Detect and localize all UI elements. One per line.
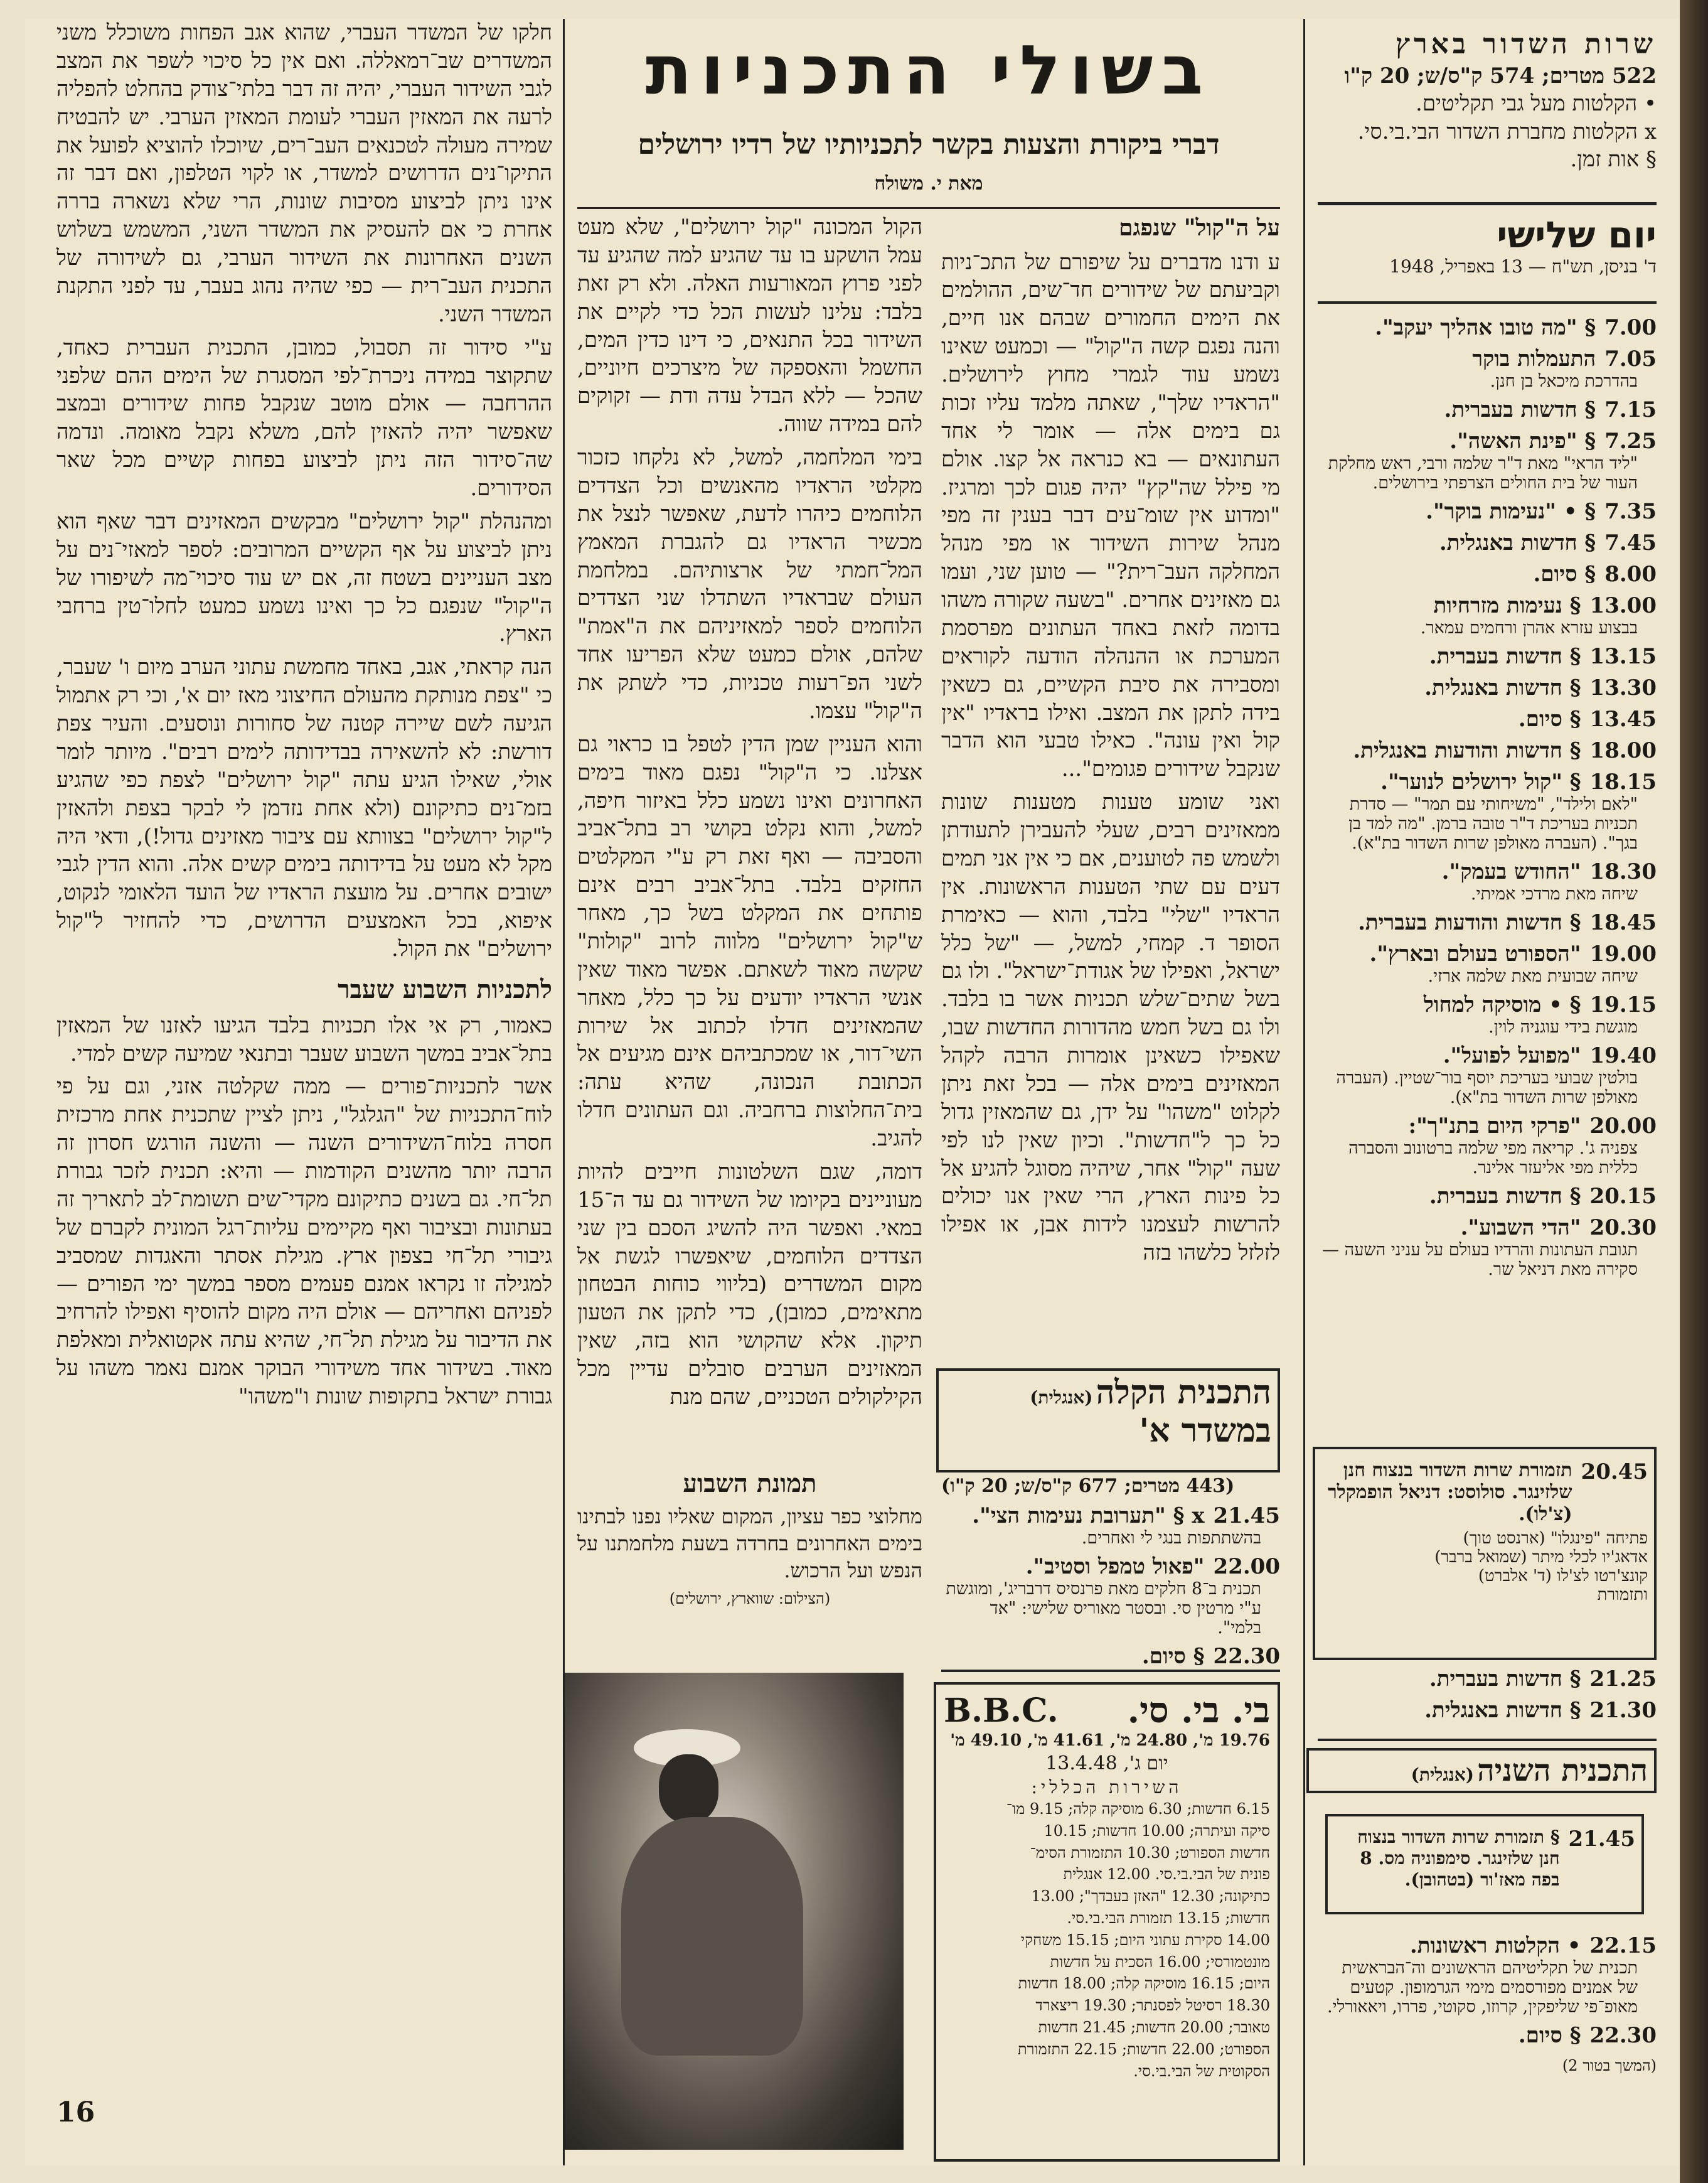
program-desc: בהשתתפות בנגי לי ואחרים. [1081, 1528, 1261, 1548]
light-program [941, 1475, 1280, 1669]
bbc-row: הסקוטית של הבי.בי.סי. [1133, 2062, 1270, 2080]
program-desc: מוגשת בידי עוגניה לוין. [1488, 1017, 1638, 1037]
program: § חדשות בעברית. [1444, 397, 1596, 422]
program: x § "תערובת נעימות הצי". [972, 1503, 1205, 1528]
bbc-row: חדשות; 13.15 תזמורת הבי.בי.סי. [1067, 1909, 1270, 1927]
program-desc: בבצוע עזרא אהרן ורחמים עמאר. [1420, 618, 1638, 638]
program: "פרקי היום בתנ"ך": [1408, 1113, 1581, 1139]
schedule-item [1318, 707, 1657, 732]
time: 18.00 [1589, 738, 1657, 763]
prev-week-title: לתכניות השבוע שעבר [338, 974, 552, 1004]
photo-caption: מחלוצי כפר עציון, המקום שאליו נפנו לבתינו בימים האחרונים בחרדה בשעת מלחמתנו על הנפש ועל הרכוש. [577, 1504, 922, 1583]
article-byline: מאת י. משולח [874, 173, 983, 195]
time: 19.40 [1589, 1043, 1657, 1068]
schedule-item [1318, 1215, 1657, 1240]
program: "החודש בעמק". [1441, 859, 1581, 884]
time: 7.05 [1604, 346, 1657, 372]
bbc-service: השירות הכללי: [1031, 1777, 1183, 1798]
station-name: שרות השדור בארץ [1396, 28, 1657, 60]
time: 7.15 [1604, 397, 1657, 422]
time: 7.25 [1604, 429, 1657, 454]
bbc-schedule [944, 1798, 1270, 2082]
program: § חדשות בעברית. [1429, 1666, 1581, 1692]
schedule-item [1318, 941, 1657, 967]
program: § חדשות באנגלית. [1439, 530, 1596, 555]
divider [1318, 202, 1657, 205]
symphony-box [1325, 1814, 1644, 1914]
binding-spine [1680, 0, 1708, 2183]
article-column-3 [941, 213, 1280, 1272]
second-program-header [1306, 1748, 1657, 1793]
bbc-day: יום ג', 13.4.48 [1045, 1752, 1168, 1774]
concert-line: ותזמורת [1597, 1585, 1648, 1604]
time: 8.00 [1604, 562, 1657, 587]
program: § "פינת האשה". [1449, 429, 1596, 454]
schedule-item [1318, 499, 1657, 524]
schedule-item [1318, 530, 1657, 555]
concert-line: אדאג'יו לכלי מיתר (שמואל ברבר) [1434, 1548, 1648, 1567]
time: 13.00 [1589, 593, 1657, 618]
bbc-row: כתיקונה; 12.30 "האזן בעבדך"; 13.00 [1031, 1887, 1270, 1906]
program: § "מה טובו אהליך יעקב". [1375, 315, 1596, 340]
article-column-1 [56, 19, 552, 1416]
time: 7.45 [1604, 530, 1657, 555]
program-desc: שיחה שבועית מאת שלמה ארזי. [1428, 967, 1638, 986]
program: "פאול טמפל וסטיב". [1025, 1554, 1205, 1579]
schedule-item [1318, 397, 1657, 422]
program-schedule [1318, 309, 1657, 1279]
bbc-row: מונטמורסי; 16.00 הסכית על חדשות [1050, 1953, 1270, 1971]
time: 21.30 [1589, 1698, 1657, 1723]
paragraph: חלקו של המשדר העברי, שהוא אגב הפחות משוכלל משני המשדרים שב־רמאללה. ואם אין כל סיכוי לשפר את המצב לגבי השידור העברי, יהיה זה דבר בלתי־צודק בהחלט להפליה לרעה את המאזין העברי לעומת המאזין הערבי. יש להבטיח שמירה מעולה לטכנאים העב־רים, שיוכלו להוציא לפועל את התיקו־נים הדרושים למשדר, או לקוי הטלפון, ואם דבר זה אינו ניתן לביצוע מסיבות שונות, הרי שלא נשארה בררה אחרת כי אם להעסיק את המשדר השני, המשמש בשלוש השנים האחרונות את השידור הערבי, גם לשידורה של התכנית העב־רית — כפי שהיה נהוג בעבר, עד לפני התקנת המשדר השני. [56, 20, 552, 327]
bbc-row: פונית של הבי.בי.סי. 12.00 אנגלית [1063, 1865, 1270, 1884]
time: 22.00 [1213, 1554, 1280, 1579]
schedule-item [1318, 346, 1657, 372]
program: § "קול ירושלים לנוער". [1380, 770, 1581, 795]
program: § חדשות באנגלית. [1424, 1698, 1581, 1723]
bbc-row: חדשות הספורט; 10.30 התזמורת הסימ־ [1030, 1843, 1270, 1862]
paragraph: ואני שומע טענות מטענות שונות ממאזינים רבים, שעלי להעבירן לתעודתן ולשמש פה לטוענים, אם כי אין אני תמים דעים עם שתי הטענות הראשונות. אין הראדיו "שלי" בלבד, והוא — כאימרת הסופר ד. קמחי, למשל, — "של כלל ישראל, ואפילו של אגודת־ישראל". ולו גם בשל שתים־שלש תכניות אשר בו בלבד. ולו גם בשל חמש מהדורות החדשות שבו, שאפילו כשאינן אומרות הרבה לקהל המאזינים בימים אלה — בכל זאת ניתן לקלוט "משהו" על ידן, גם שהמאזין גדול כל כך ל"חדשות". וכיון שאין לנו לפי שעה "קול" אחר, שיהיה מסוגל להגיע אל כל פינות הארץ, הרי שאין אנו יכולים להרשות לעצמנו לידות אבן, או אפילו לזלזל כלשהו בזה [941, 790, 1280, 1266]
time: 7.00 [1604, 315, 1657, 340]
schedule-item [1318, 1113, 1657, 1139]
section-heading: על ה"קול" שנפגם [1119, 215, 1280, 241]
program: § סיום. [1518, 707, 1581, 732]
time: 18.30 [1589, 859, 1657, 884]
bbc-row: 18.30 רסיטל לפסנתר; 19.30 ריצארד [1035, 1997, 1270, 2015]
light-program-header [936, 1368, 1280, 1472]
divider [941, 1670, 1280, 1672]
late-schedule [1318, 1660, 1657, 1723]
schedule-item [1318, 738, 1657, 763]
column-divider [1303, 19, 1305, 2165]
divider [1318, 1739, 1657, 1741]
program: § • מוסיקה למחול [1423, 992, 1581, 1017]
bbc-row: סיקה ועיתרה; 10.00 חדשות; 10.15 [1043, 1821, 1270, 1840]
schedule-item [1318, 859, 1657, 884]
continued-note: (המשך בטור 2) [1562, 2057, 1657, 2074]
time: 21.25 [1589, 1666, 1657, 1692]
time: 21.45 [1213, 1503, 1280, 1528]
program: § • "נעימות בוקר". [1426, 499, 1596, 524]
page-number: 16 [56, 2096, 95, 2128]
concert-title: תזמורת שרות השדור בנצוח חנן שלזינגר. סולוסט: דניאל הופמקלר (צ'לו). [1327, 1459, 1572, 1525]
bbc-row: הספורט; 22.00 חדשות; 22.15 התזמורת [1017, 2040, 1270, 2058]
time: 20.15 [1589, 1184, 1657, 1209]
program: • הקלטות ראשונות. [1409, 1933, 1581, 1958]
light-program-title2: במשדר א' [1139, 1412, 1271, 1450]
program: § חדשות והודעות באנגלית. [1353, 738, 1581, 763]
bbc-bands: 19.76 מ', 24.80 מ', 41.61 מ', 49.10 מ' [950, 1731, 1270, 1750]
station-header [1318, 26, 1657, 173]
program: § חדשות בעברית. [1429, 644, 1581, 669]
bbc-title: בי. בי. סי. [1127, 1690, 1270, 1731]
concert-line: פתיחה "פינגלו" (ארנסט טוך) [1463, 1529, 1648, 1548]
day-header [1318, 213, 1657, 277]
time: 20.30 [1589, 1215, 1657, 1240]
schedule-item [1318, 315, 1657, 340]
paragraph: ומהנהלת "קול ירושלים" מבקשים המאזינים דבר שאף הוא ניתן לביצוע על אף הקשיים המרובים: לספר למאזי־נים על מצב העניינים בשטח זה, אם יש עוד סיכוי־מה לשיפורו של ה"קול" שנפגם כל כך ואינו נשמע כמעט לחלו־טין ברחבי הארץ. [56, 508, 552, 647]
concert-time: 20.45 [1581, 1459, 1648, 1484]
article-title: בשולי התכניות [645, 31, 1212, 110]
program-desc: "לאם ולילד", "משיחותי עם תמר" — סדרת תכניות בעריכת ד"ר טובה ברמן. "מה למד בן בגך". (העברה מאולפן שרות השדור בת"א). [1348, 795, 1638, 853]
time: 20.00 [1589, 1113, 1657, 1139]
photo-title: תמונת השבוע [683, 1469, 817, 1498]
time: 7.35 [1604, 499, 1657, 524]
light-frequency: (443 מטרים; 677 ק"ס/ש; 20 ק"ו) [941, 1475, 1235, 1497]
time: 19.15 [1589, 992, 1657, 1017]
paragraph: דומה, שגם השלטונות חייבים להיות מעוניינים בקיומו של השידור גם עד ה־15 במאי. ואפשר היה להשיג הסכם בין שני הצדדים הלוחמים, שיאפשרו לגשת אל מקום המשדרים (בליווי כוחות הבטחון מתאימים, כמובן), כדי לתקן את הטעון תיקון. אלא שהקושי הוא בזה, שאין המאזינים הערבים סובלים עדיין מכל הקילקולים הטכניים, שהם מנת [577, 1159, 922, 1410]
program: התעמלות בוקר [1472, 346, 1596, 372]
program-desc: בהדרכת מיכאל בן חנן. [1490, 372, 1638, 391]
program-desc: צפניה ג'. קריאה מפי שלמה ברטונוב והסברה כללית מפי אליעזר אלינר. [1348, 1139, 1638, 1177]
time: 22.15 [1589, 1933, 1657, 1958]
program-desc: שיחה מאת מרדכי אמיתי. [1470, 884, 1638, 904]
station-frequency: 522 מטרים; 574 ק"ס/ש; 20 ק"ו [1344, 63, 1657, 89]
bbc-box [934, 1682, 1280, 2162]
time: 13.30 [1589, 675, 1657, 700]
time: 19.00 [1589, 941, 1657, 967]
divider [577, 207, 1280, 209]
time: 18.45 [1589, 910, 1657, 935]
program: "הדי השבוע". [1460, 1215, 1581, 1240]
article-subtitle: דברי ביקורת והצעות בקשר לתכניותיו של רדיו ירושלים [638, 129, 1220, 161]
day-date: ד' בניסן, תש"ח — 13 באפריל, 1948 [1389, 256, 1657, 277]
program: § חדשות באנגלית. [1424, 675, 1581, 700]
schedule-item [1318, 910, 1657, 935]
schedule-item [1318, 644, 1657, 669]
column-divider [563, 19, 565, 2165]
paragraph: והוא העניין שמן הדין לטפל בו כראוי גם אצלנו. כי ה"קול" נפגם מאוד בימים האחרונים ואינו נשמע כלל באיזור חיפה, למשל, והוא נקלט בקושי רב בתל־אביב והסביבה — ואף זאת רק ע"י המקלטים החזקים בלבד. בתל־אביב רבים אינם פותחים את המקלט בשל כך, מאחר ש"קול ירושלים" מלווה לרוב "קולות" שקשה מאוד לשאתם. אפשר מאוד שאין אנשי הראדיו יודעים על כך כלל, מאחר שהמאזינים חדלו לכתוב אל שירות השי־דור, או שמכתביהם אינם מגיעים אל הכתובת הנכונה, שהיא עתה: בית־החלוצות ברחביה. וגם העתונים חדלו להגיב. [577, 731, 922, 1151]
concert-box [1313, 1447, 1657, 1660]
legend-bbc: x הקלטות מחברת השדור הבי.בי.סי. [1357, 119, 1657, 144]
light-program-tag: (אנגלית) [1030, 1387, 1093, 1408]
schedule-item [1318, 593, 1657, 618]
photo-block [577, 1469, 922, 1608]
schedule-item [1318, 1184, 1657, 1209]
second-program-items [1318, 1927, 1657, 2075]
program: § חדשות בעברית. [1429, 1184, 1581, 1209]
newspaper-page [25, 19, 1682, 2165]
bbc-row: טאובר; 20.00 חדשות; 21.45 חדשות [1038, 2018, 1270, 2036]
bbc-row: 6.15 חדשות; 6.30 מוסיקה קלה; 9.15 מו־ [1006, 1800, 1270, 1818]
program: § חדשות והודעות בעברית. [1358, 910, 1581, 935]
program: "הספורט בעולם ובארץ". [1369, 941, 1581, 967]
day-title: יום שלישי [1497, 213, 1657, 256]
paragraph: בימי המלחמה, למשל, לא נלקחו כזכור מקלטי הראדיו מהאנשים וכל הצדדים הלוחמים כיהרו לדעת, שאפשר לנצל את מכשיר הראדיו גם להגברת המאמץ המל־חמתי של ארצותיהם. במלחמת העולם שבראדיו השתדלו שני הצדדים הלוחמים לספר למאזיניהם את ה"אמת" שלהם, אולם כמעט שלא הפריעו אחד לשני הפ־רעות טכניות, כדי לשתק את ה"קול" עצמו. [577, 445, 922, 724]
paragraph: אשר לתכניות־פורים — ממה שקלטה אזני, וגם על פי לוח־התכניות של "הגלגל", ניתן לציין שתכנית אחת מרכזית חסרה בלוח־השידורים השנה — והשנה הורגש חסרון זה הרבה יותר מהשנים הקודמות — והיא: תכנית לזכר גבורת תל־חי. גם בשנים כתיקונם מקדי־שים תשומת־לב לתאריך זה בעתונות ובציבור ואף מקיימים עליות־רגל המונית לקברם של גיבורי תל־חי בצפון ארץ. מגילת אסתר והאגדות שמסביב למגילה זו נקראו אמנם פעמים מספר במשך ימי הפורים — לפניהם ואחריהם — אולם היה מקום להוסיף ואפילו להרחיב את הדיבור על מגילת תל־חי, שהיא עתה אקטואלית ומאלפת מאוד. בשידור אחד משידורי הבוקר אמנם נאמר משהו על גבורת ישראל בתקופות שונות ו"משהו" [56, 1074, 552, 1410]
paragraph: ע ודנו מדברים על שיפורם של התכ־ניות וקביעתם של שידורים חד־שים, ההולמים את הימים החמורים שבהם אנו חיים, והנה נפגם קשה ה"קול" — וכמעט שאינו נשמע עוד לגמרי מחוץ לירושלים. "הראדיו שלך", שאתה מלמד עליו זכות גם בימים אלה — אומר לי אחד העתונאים — בא כנראה אל קצו. אולם מי פילל שה"קץ" יהיה פגום לכך ומרגיז. "ומדוע אין שומ־עים דבר בענין זה מפי מנהל שירות השידור או מפי מנהל המחלקה העב־רית?" — טוען שני, ועמו גם מאזינים אחרים. "בשעה שקורה משהו בדומה לזאת באחד העתונים מפרסמת המערכת או ההנהלה הודעה לקוראים ומסבירה את סיבת הקשיים, גם כשאין בידה לתקן את המצב. ואילו בראדיו "אין קול ואין עונה". כאילו טבעי הוא הדבר שנקבל שידורים פגומים"... [941, 249, 1280, 782]
divider [1318, 301, 1657, 304]
paragraph: ע"י סידור זה תסבול, כמובן, התכנית העברית כאחד, שתקוצר במידה ניכרת־לפי המסגרת של הימים ההם שלפני ההרחבה — אולם מוטב שנקבל פחות שידורים ובמצב שאפשר יהיה להאזין להם, משלא נקבל מאומה. ונדמה שה־סידור הזה ניתן לביצוע בפחות קשיים מכל שאר הסידורים. [56, 335, 552, 501]
time: 13.45 [1589, 707, 1657, 732]
paragraph: כאמור, רק אי אלו תכניות בלבד הגיעו לאזנו של המאזין בתל־אביב במשך השבוע שעבר ובתנאי שמיעה קשים למדי. [56, 1012, 552, 1066]
second-program-tag: (אנגלית) [1411, 1764, 1474, 1785]
paragraph: הנה קראתי, אגב, באחד מחמשת עתוני הערב מיום ו' שעבר, כי "צפת מנותקת מהעולם החיצוני מאז יום א', וכי רק אתמול הגיעה לשם שיירה קטנה של סחורות ונוסעים. והעיר צפת דורשת: לא להשאירה בבדידותה לימים רבים". מיותר לומר אולי, שאילו הגיע עתה "קול ירושלים" לצפת כפי שהגיע בזמ־נים כתיקונם (ולא אחת נזדמן לי לבקר בצפת ולהאזין ל"קול ירושלים" בצוותא עם ציבור מאזינים גדול!), ודאי היה מקל לא מעט על בדידותה בימים קשים אלה. והוא הדין לגבי ישובים אחרים. על מועצת הראדיו של הועד הלאומי לנקוט, איפוא, בכל האמצעים הדרושים, כדי להחזיר ל"קול ירושלים" את הקול. [56, 655, 552, 962]
program: § סיום. [1533, 562, 1596, 587]
program: § נעימות מזרחיות [1433, 593, 1581, 618]
legend-time-signal: § אות זמן. [1570, 146, 1657, 172]
schedule-item [1318, 675, 1657, 700]
schedule-item [1318, 429, 1657, 454]
schedule-item [1318, 770, 1657, 795]
figure-head [659, 1754, 718, 1823]
legend-record: • הקלטות מעל גבי תקליטים. [1416, 91, 1657, 117]
program: § סיום. [1141, 1644, 1205, 1669]
bbc-latin: B.B.C. [944, 1691, 1059, 1730]
program-desc: "ליד הראי" מאת ד"ר שלמה ורבי, ראש מחלקת העור של בית החולים הצרפתי בירושלים. [1328, 454, 1638, 493]
time: 22.30 [1589, 2023, 1657, 2048]
figure-body [621, 1817, 803, 2056]
symphony-text: § תזמורת שרות השדור בנצוח חנן שלזינגר. סימפוניה מס. 8 בפה מאז'ור (בטהובן). [1357, 1826, 1560, 1890]
time: 13.15 [1589, 644, 1657, 669]
schedule-item [1318, 1043, 1657, 1068]
light-program-title: התכנית הקלה [1096, 1373, 1271, 1412]
program-desc: תכנית של תקליטיהם הראשונים וה־הבראשית של אמנים מפורסמים מימי הגרמופון. קטעים מאופ־פי שליפקין, קרוזו, סקוטי, פררו, ויאאורלי. [1326, 1958, 1638, 2017]
program-desc: תכנית ב־8 חלקים מאת פרנסיס דרבריג', ומוגשת ע"י מרטין סי. ובסטר מאוריס שלישי: "אד בלמי". [946, 1579, 1261, 1638]
photo-credit: (הצילום: שווארץ, ירושלים) [669, 1589, 831, 1607]
schedule-item [1318, 562, 1657, 587]
article-column-2 [577, 213, 922, 1417]
concert-line: קונצ'רטו לצ'לו (ד' אלברט) [1478, 1567, 1648, 1585]
time: 22.30 [1213, 1644, 1280, 1669]
time: 21.45 [1568, 1826, 1635, 1852]
second-program-title: התכנית השניה [1477, 1753, 1648, 1788]
program-desc: תגובת העתונות והרדיו בעולם על עניני השעה — סקירה מאת דניאל שר. [1322, 1240, 1638, 1279]
program-desc: בולטין שבועי בעריכת יוסף בור־שטיין. (העברה מאולפן שרות השדור בת"א). [1336, 1068, 1638, 1107]
time: 18.15 [1589, 770, 1657, 795]
photo-image [565, 1673, 904, 2150]
bbc-row: היום; 16.15 מוסיקה קלה; 18.00 חדשות [1018, 1975, 1270, 1993]
program: § סיום. [1518, 2023, 1581, 2048]
bbc-row: 14.00 סקירת עתוני היום; 15.15 משחקי [1020, 1931, 1270, 1949]
program: "מפועל לפועל". [1443, 1043, 1581, 1068]
schedule-item [1318, 992, 1657, 1017]
paragraph: הקול המכונה "קול ירושלים", שלא מעט עמל הושקע בו עד שהגיע למה שהגיע עד לפני פרוץ המאורעות האלה. ולא רק זאת בלבד: עלינו לעשות הכל כדי לקיים את השידור בכל התנאים, כי דינו כדין המים, החשמל והאספקה של מיצרכים חיוניים, שהכל — ללא הבדל עדה ודת — זקוקים להם במידה שווה. [577, 215, 922, 437]
